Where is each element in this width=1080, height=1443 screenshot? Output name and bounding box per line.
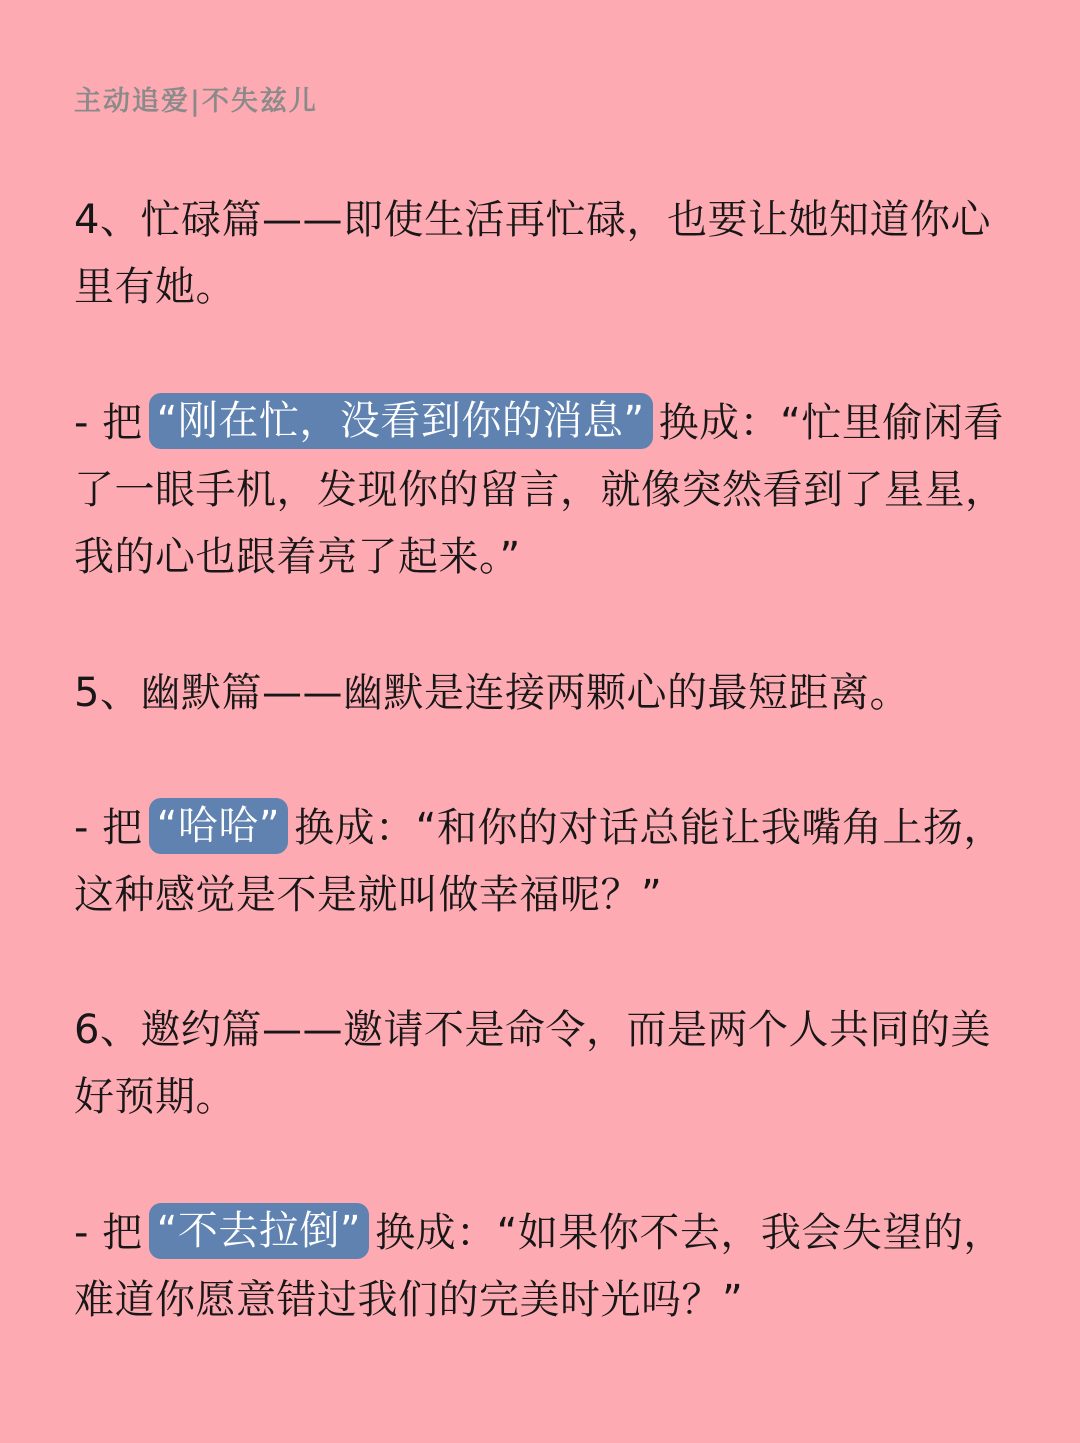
highlight-phrase: “不去拉倒” bbox=[149, 1203, 369, 1259]
tip-replacement: 换成：“和你的对话总能让我嘴角上扬，这种感觉是不是就叫做幸福呢？” bbox=[74, 805, 1004, 918]
section-heading-invite: 6、邀约篇——邀请不是命令，而是两个人共同的美好预期。 bbox=[74, 1007, 991, 1120]
rewrite-tip-invite bbox=[74, 1200, 1014, 1334]
rewrite-tip-humor bbox=[74, 795, 1014, 929]
section-heading-humor: 5、幽默篇——幽默是连接两颗心的最短距离。 bbox=[74, 670, 910, 716]
rewrite-tip-busy bbox=[74, 390, 1014, 591]
tip-replacement: 换成：“如果你不去，我会失望的，难道你愿意错过我们的完美时光吗？” bbox=[74, 1210, 1004, 1323]
highlight-phrase: “刚在忙，没看到你的消息” bbox=[149, 393, 653, 449]
tip-prefix: - 把 bbox=[74, 805, 143, 851]
section-heading-busy: 4、忙碌篇——即使生活再忙碌，也要让她知道你心里有她。 bbox=[74, 197, 991, 310]
tip-replacement: 换成：“忙里偷闲看了一眼手机，发现你的留言，就像突然看到了星星，我的心也跟着亮了起来。” bbox=[74, 400, 1006, 580]
tip-prefix: - 把 bbox=[74, 1210, 143, 1256]
highlight-phrase: “哈哈” bbox=[149, 798, 288, 854]
header-title: 主动追爱|不失兹儿 bbox=[74, 86, 318, 117]
tip-prefix: - 把 bbox=[74, 400, 143, 446]
